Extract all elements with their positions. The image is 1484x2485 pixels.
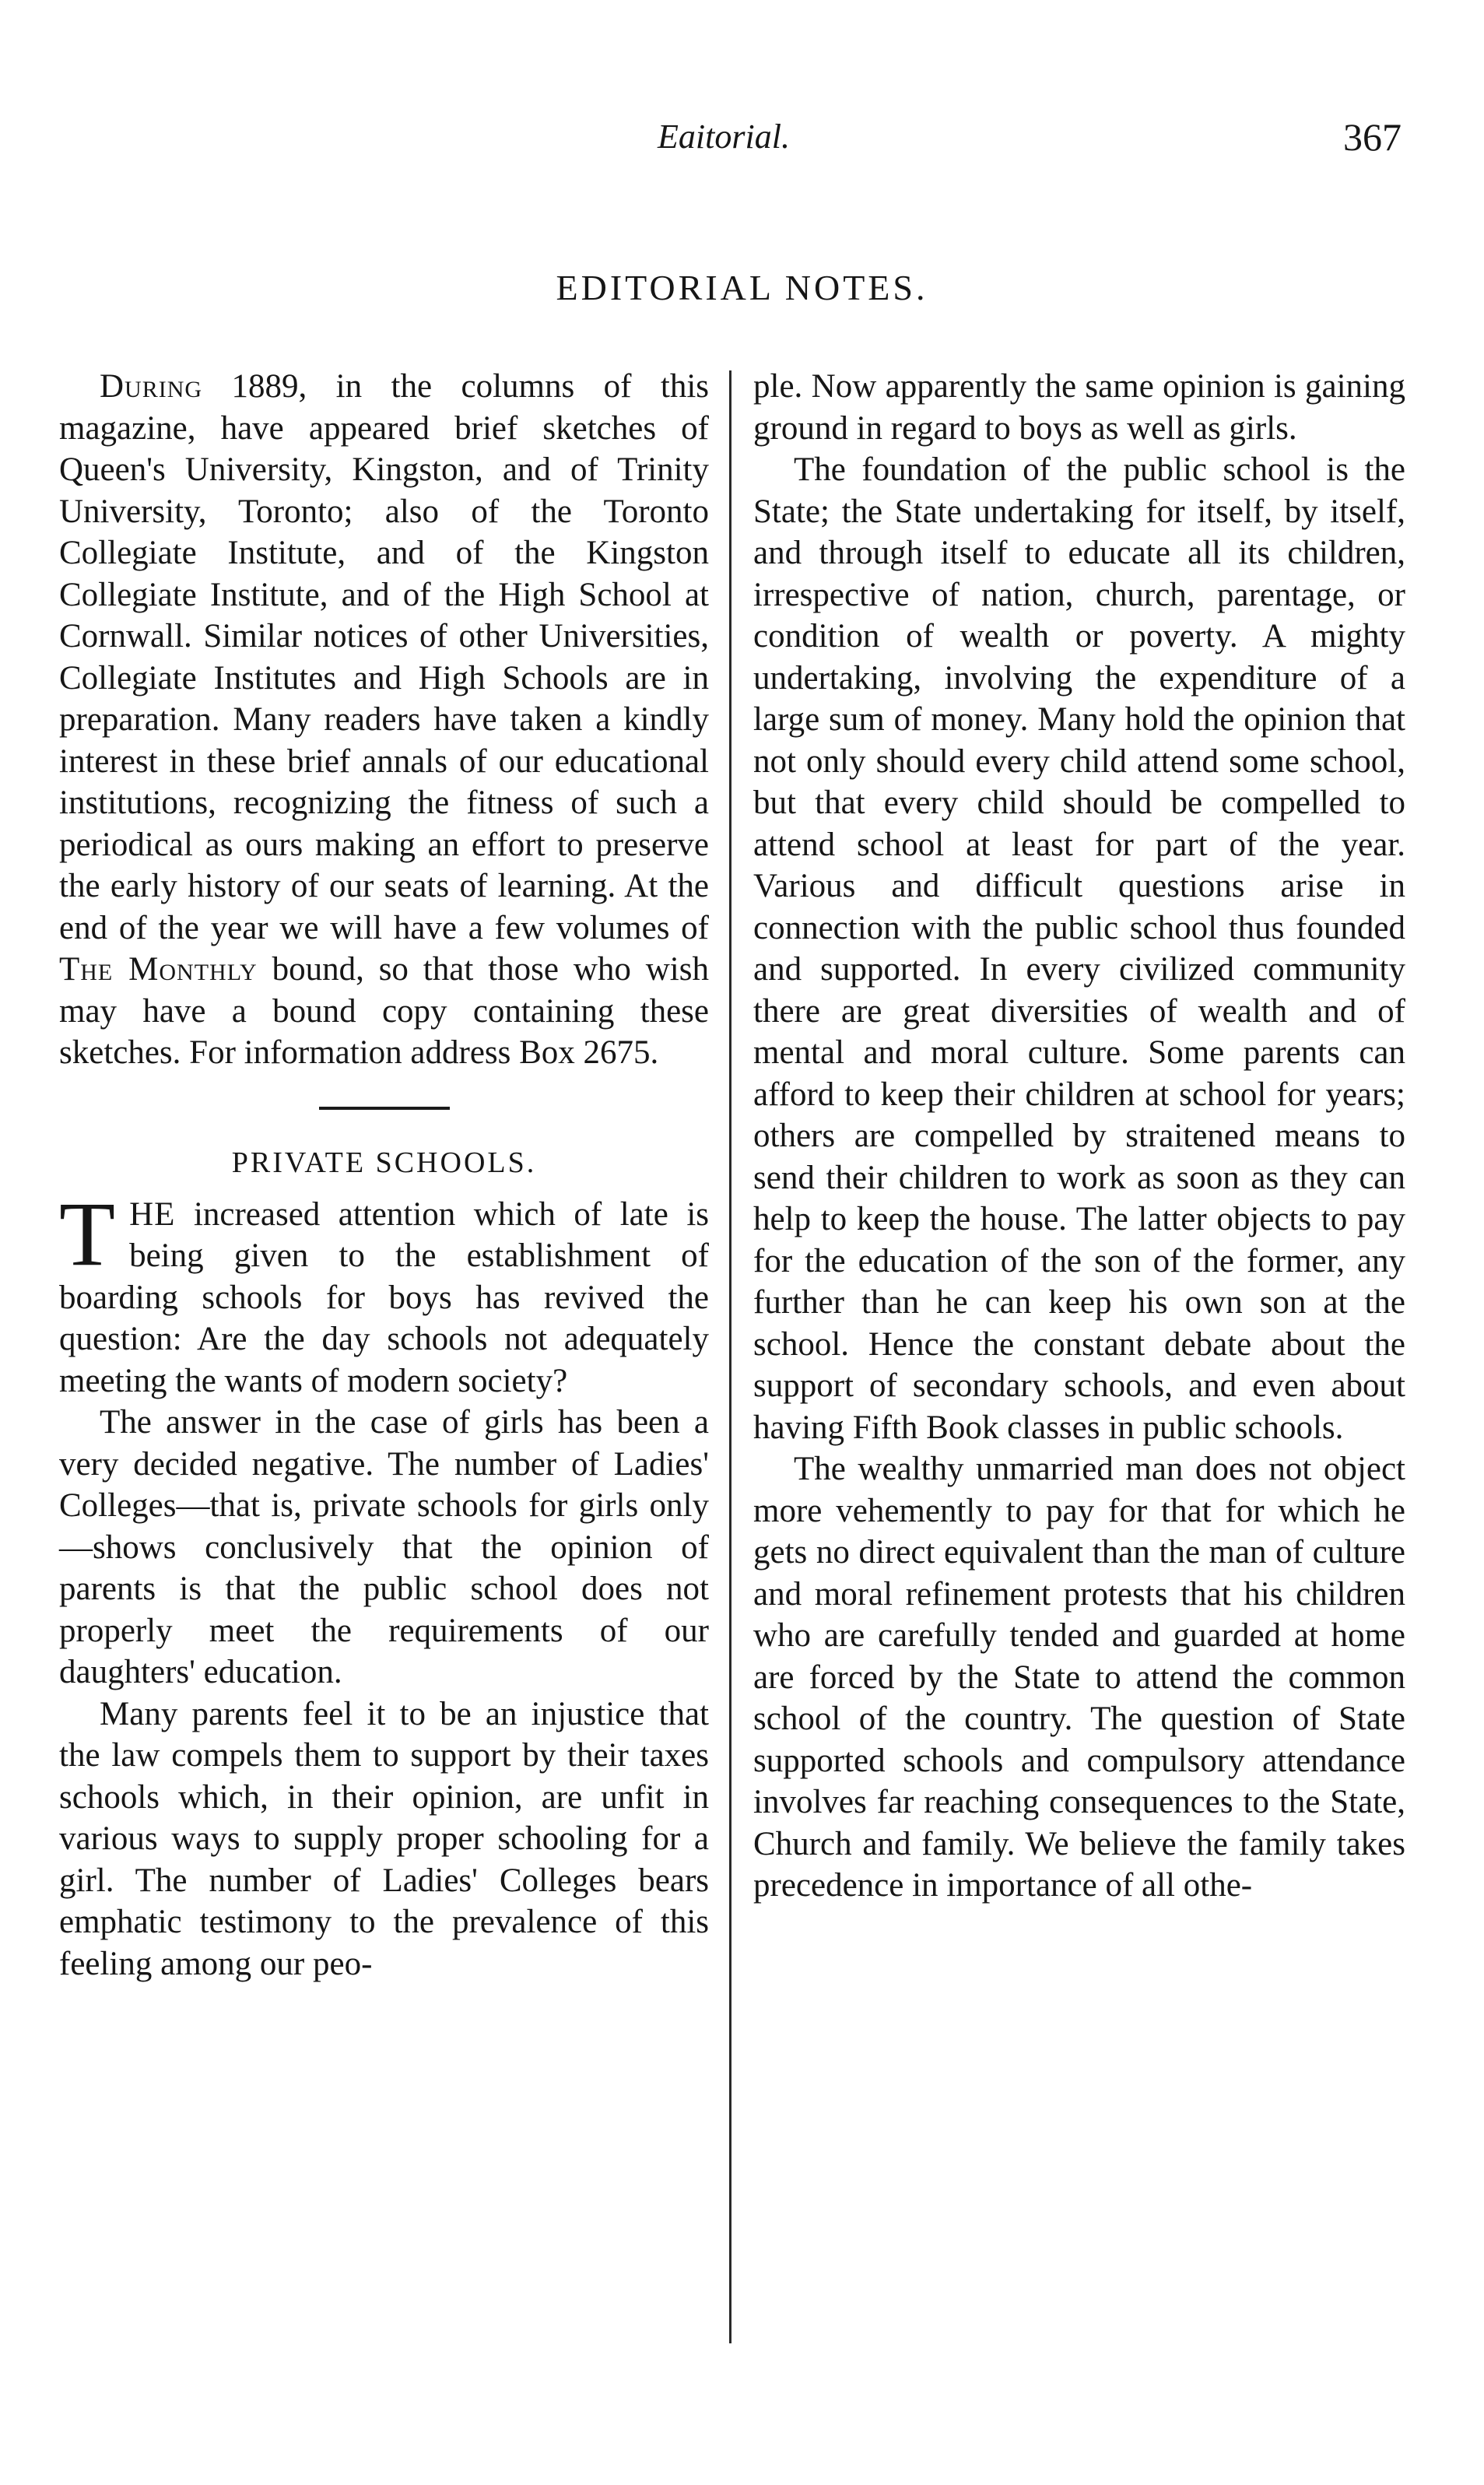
paragraph-wealthy: The wealthy unmarried man does not object more vehemently to pay for that for which he gets no direct equivalent than the man of culture and moral refinement protests that his children who are carefully tended and guarded at home are forced by the State to attend the common school of the country. The question of State supported schools and compulsory attendance involves far reaching consequences to the State, Church and family. We believe the family takes precedence in importance of all othe- (753, 1451, 1405, 1904)
paragraph-injustice: Many parents feel it to be an injustice that the law compels them to support by their taxes schools which, in their opinion, are unfit in various ways to supply proper schooling for a girl. The number of Ladies' Colleges bears emphatic testimony to the prevalence of this feeling among our peo- (59, 1695, 709, 1982)
intro-text: 1889, in the columns of this magazine, have appeared brief sketches of Queen's University, Kingston, and of Trinity University, Toronto; also of the Toronto Collegiate Institute, and of the Kingston Collegiate Institute, and of the High School at Cornwall. Similar notices of other Universities, Collegiate Institutes and High Schools are in preparation. Many readers have taken a kindly interest in these brief annals of our educational institutions, recognizing the fitness of such a periodical as ours making an effort to preserve the early history of our seats of learning. At the end of the year we will have a few volumes of (59, 368, 709, 946)
intro-paragraph (59, 366, 709, 1074)
section-divider (319, 1107, 450, 1110)
intro-text-end: bound, so that those who wish may have a bound copy containing these sketches. For information address Box 2675. (59, 951, 709, 1071)
intro-lead-word: During (100, 368, 203, 405)
page-number: 367 (1343, 115, 1402, 159)
column-rule (729, 370, 731, 2343)
drop-cap: T (59, 1182, 116, 1285)
magazine-name: The Monthly (59, 951, 258, 988)
section-title: EDITORIAL NOTES. (556, 268, 928, 307)
article-opening-text: increased attention which of late is being given to the establishment of boarding schools for boys has revived the question: Are the day schools not adequately meeting the wants of modern society? (59, 1195, 709, 1399)
running-head (0, 115, 1484, 177)
article-opening-paragraph (59, 1182, 709, 1402)
paragraph-foundation: The foundation of the public school is the State; the State undertaking for itself, by itself, and through itself to educate all its children, irrespective of nation, church, parentage, or condition of wealth or poverty. A mighty undertaking, involving the expenditure of a large sum of money. Many hold the opinion that not only should every child attend some school, but that every child should be compelled to attend school at least for part of the year. Various and difficult questions arise in connection with the public school thus founded and supported. In every civilized community there are great diversities of wealth and of mental and moral culture. Some parents can afford to keep their children at school for years; others are compelled by straitened means to send their children to work as soon as they can help to keep the house. The latter objects to pay for the education of the son of the former, any further than he can keep his own son at the school. Hence the constant debate about the support of secondary schools, and even about having Fifth Book classes in public schools. (753, 451, 1405, 1446)
subheading-private-schools: PRIVATE SCHOOLS. (231, 1146, 537, 1179)
continuation-paragraph: ple. Now apparently the same opinion is gaining ground in regard to boys as well as girls. (753, 368, 1405, 447)
article-lead-word: HE (129, 1195, 176, 1233)
paragraph-girls: The answer in the case of girls has been a very decided negative. The number of Ladies' Colleges—that is, private schools for girls only—shows conclusively that the opinion of parents is that the public school does not properly meet the requirements of our daughters' education. (59, 1404, 709, 1690)
left-column (59, 366, 709, 1985)
running-title: Eaitorial. (658, 118, 790, 156)
right-column (753, 366, 1405, 1907)
